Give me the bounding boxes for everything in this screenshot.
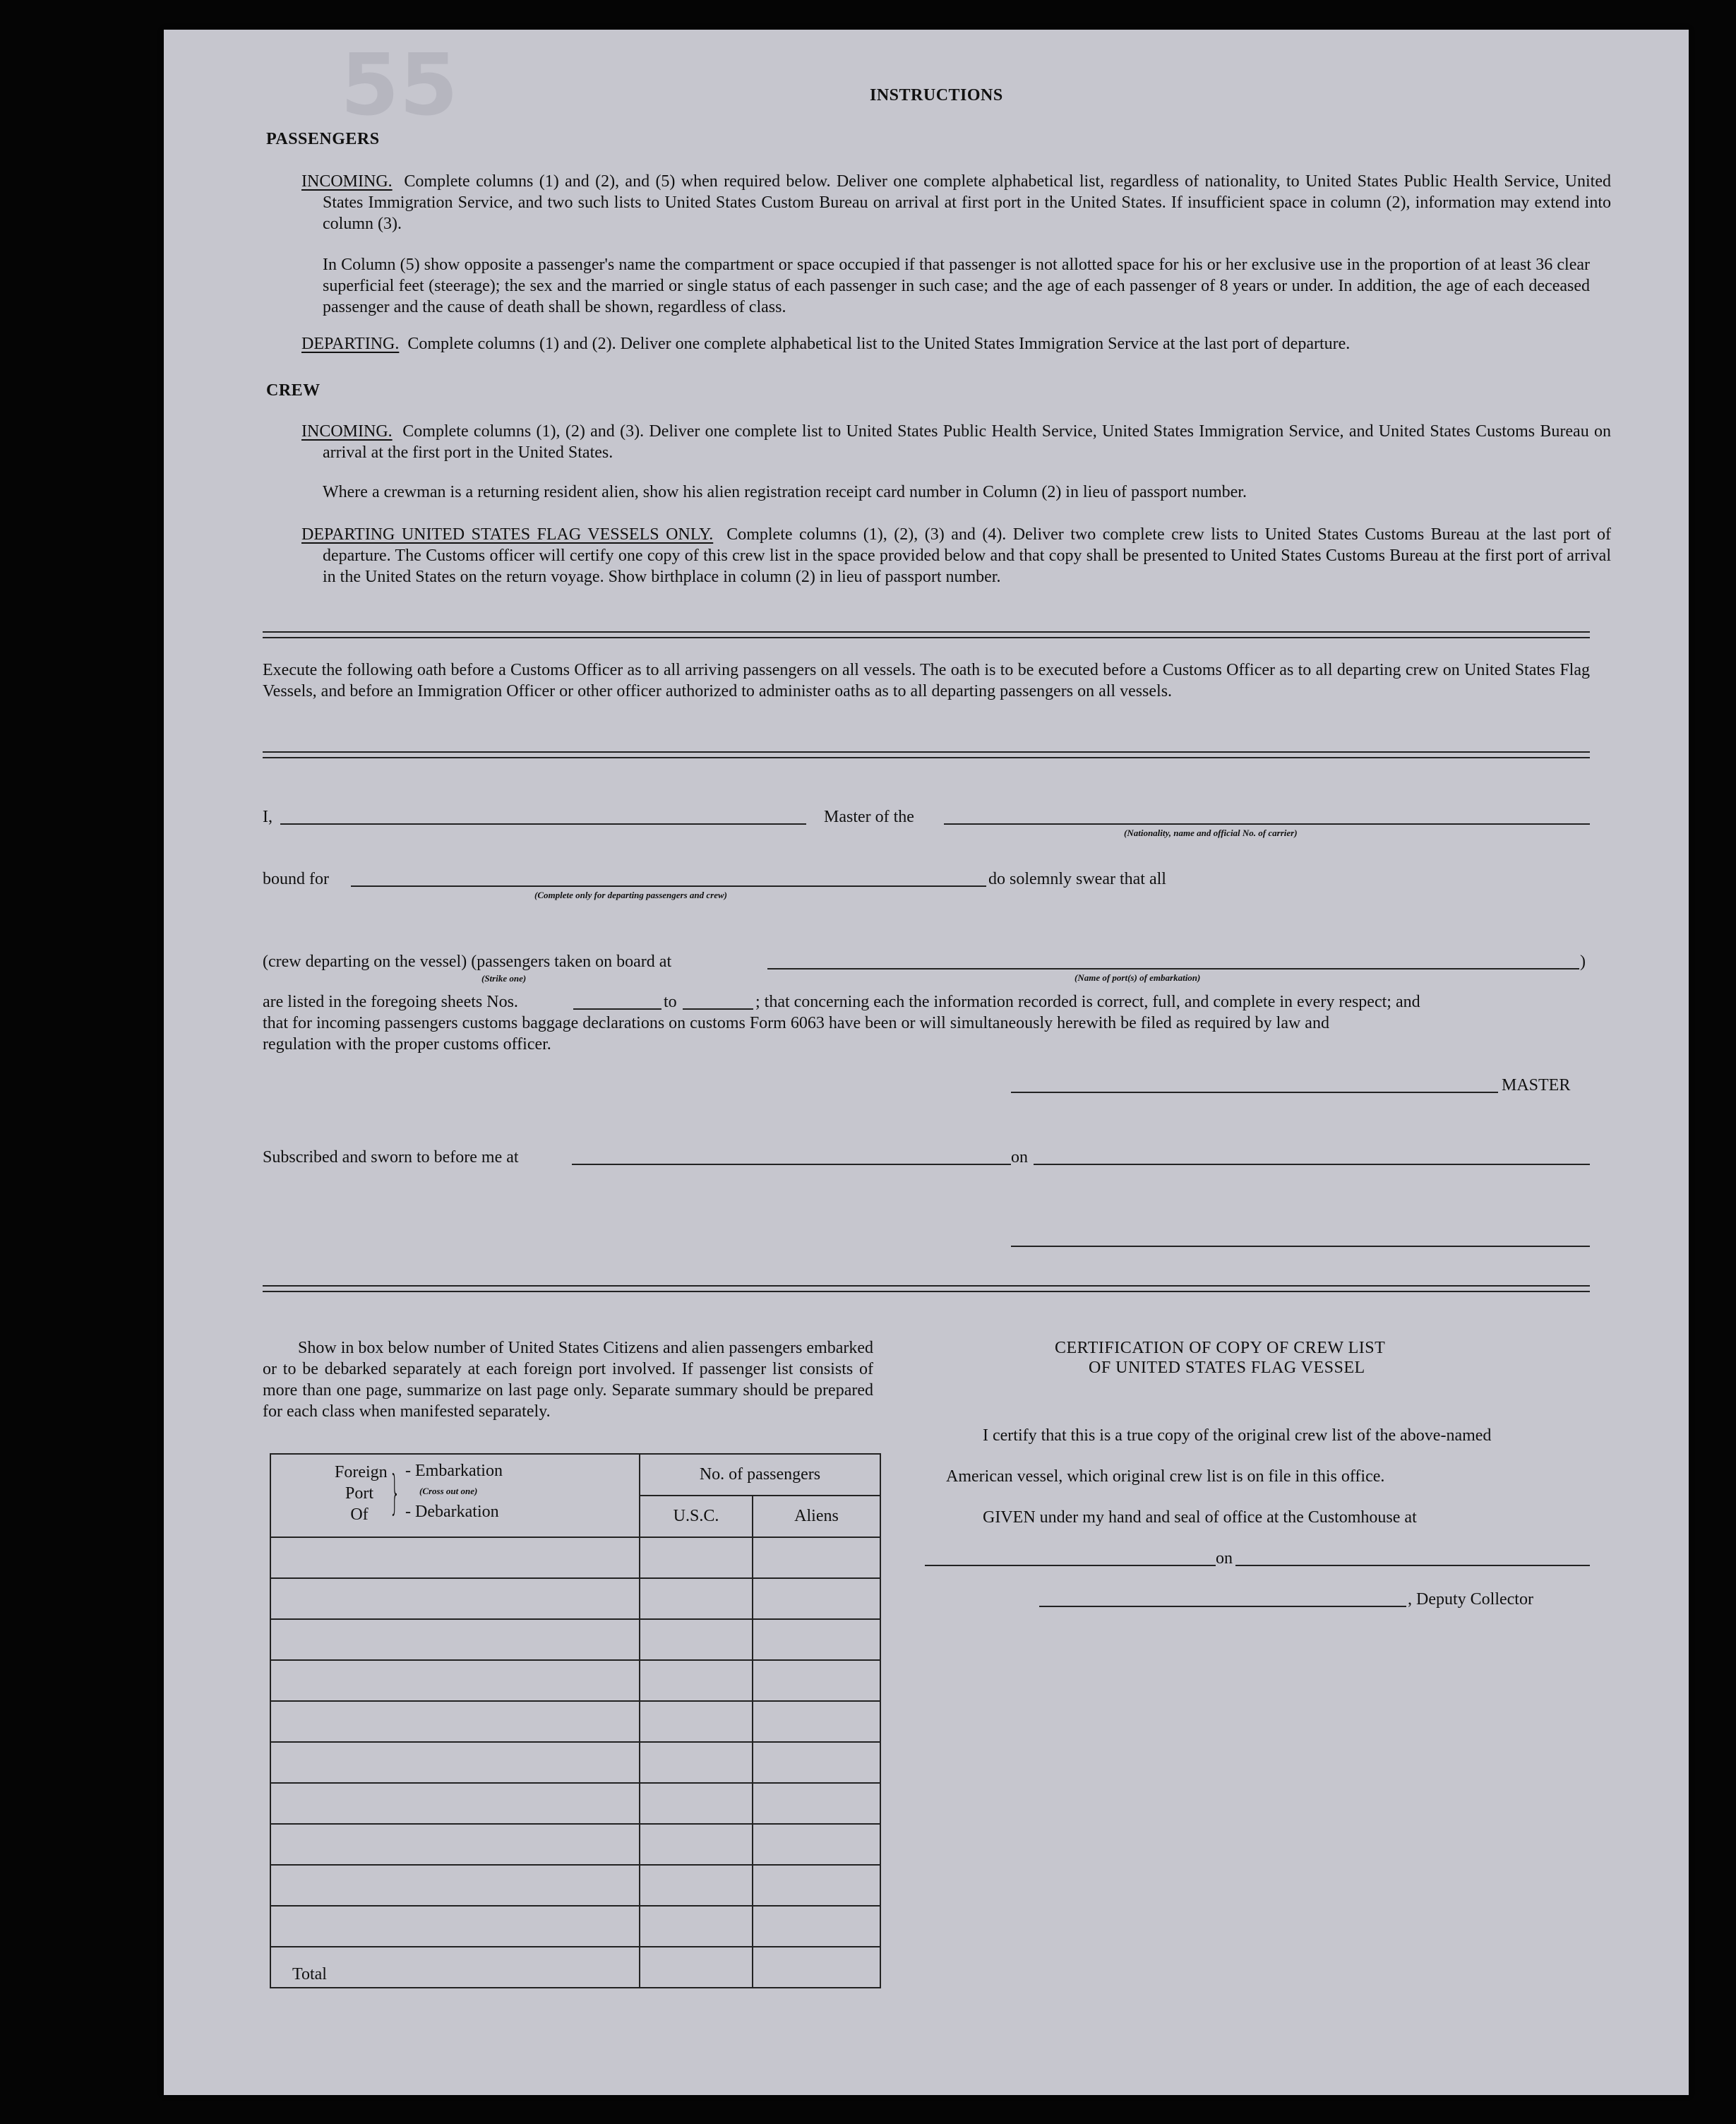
swear-text: do solemnly swear that all — [988, 870, 1166, 888]
bound-for-label: bound for — [263, 870, 329, 888]
port-caption: (Name of port(s) of embarkation) — [1074, 972, 1201, 983]
aliens-cell[interactable] — [753, 1537, 880, 1578]
listed-rest-1: ; that concerning each the information recorded is correct, full, and complete in every respect; and — [755, 993, 1420, 1011]
column5-paragraph: In Column (5) show opposite a passenger's name the compartment or space occupied if that passenger is not allotted space for his or her exclusive use in the proportion of at least 36 clear superficial feet (steerage); the sex and the married or single status of each passenger in such case; and the age of each passenger of 8 years or under. In addition, the age of each deceased passenger and the cause of death shall be shown, regardless of class. — [323, 256, 1590, 316]
port-cell[interactable] — [270, 1824, 640, 1865]
table-row — [270, 1824, 880, 1865]
brace-icon: } — [390, 1465, 400, 1520]
port-cell[interactable] — [270, 1865, 640, 1906]
usc-cell[interactable] — [640, 1619, 753, 1660]
foreign-label: Foreign — [335, 1463, 388, 1481]
nationality-caption: (Nationality, name and official No. of carrier) — [1124, 828, 1298, 838]
table-row — [270, 1537, 880, 1578]
listed-rest-2: that for incoming passengers customs baggage declarations on customs Form 6063 have been or will simultaneously herewith be filed as required by law and — [263, 1014, 1329, 1032]
deputy-collector-label: , Deputy Collector — [1408, 1590, 1533, 1609]
table-row — [270, 1783, 880, 1824]
sheet-from-field[interactable] — [573, 1008, 662, 1010]
total-aliens-cell[interactable] — [753, 1947, 880, 1988]
port-cell[interactable] — [270, 1783, 640, 1824]
port-header-cell — [270, 1454, 640, 1537]
subscribed-date-field[interactable] — [1034, 1164, 1590, 1165]
subscribed-label: Subscribed and sworn to before me at — [263, 1148, 519, 1167]
certification-title-2: OF UNITED STATES FLAG VESSEL — [1089, 1359, 1365, 1377]
total-usc-cell[interactable] — [640, 1947, 753, 1988]
aliens-cell[interactable] — [753, 1660, 880, 1701]
summary-instructions: Show in box below number of United States Citizens and alien passengers embarked or to be debarked separately at each foreign port involved. If passenger list consists of more than one page, summarize on last page only. Separate summary should be prepared for each class when manifested separately. — [263, 1339, 873, 1421]
subscribed-place-field[interactable] — [572, 1164, 1011, 1165]
aliens-header: Aliens — [753, 1496, 880, 1537]
usc-cell[interactable] — [640, 1783, 753, 1824]
of-label: Of — [350, 1505, 369, 1524]
passengers-departing-paragraph — [301, 333, 1590, 354]
table-row — [270, 1742, 880, 1783]
close-paren: ) — [1580, 953, 1586, 971]
carrier-field[interactable] — [944, 823, 1590, 825]
usc-cell[interactable] — [640, 1660, 753, 1701]
table-row — [270, 1619, 880, 1660]
master-signature-field[interactable] — [1011, 1092, 1498, 1093]
bound-for-field[interactable] — [351, 885, 986, 887]
passengers-incoming-label: INCOMING. — [301, 172, 393, 191]
usc-cell[interactable] — [640, 1742, 753, 1783]
port-cell[interactable] — [270, 1742, 640, 1783]
passengers-incoming-text: Complete columns (1) and (2), and (5) when required below. Deliver one complete alphabetical list, regardless of nationality, to United States Public Health Service, United States Immigration Service, and two such lists to United States Custom Bureau on arrival at first port in the United States. If insufficient space in column (2), information may extend into column (3). — [323, 172, 1611, 233]
aliens-cell[interactable] — [753, 1824, 880, 1865]
master-name-field[interactable] — [280, 823, 806, 825]
passengers-departing-text: Complete columns (1) and (2). Deliver one complete alphabetical list to the United States Immigration Service at the last port of departure. — [407, 335, 1351, 353]
certification-on-label: on — [1216, 1549, 1233, 1568]
i-label: I, — [263, 808, 273, 826]
crew-departing-text: (crew departing on the vessel) (passengers taken on board at — [263, 953, 672, 971]
port-cell[interactable] — [270, 1701, 640, 1742]
port-cell[interactable] — [270, 1619, 640, 1660]
crew-departing-text: Complete columns (1), (2), (3) and (4). Deliver two complete crew lists to United States Customs Bureau at the last port of departure. The Customs officer will certify one copy of this crew list in the space provided below and that copy shall be presented to United States Customs Bureau at the first port of arrival in the United States on the return voyage. Show birthplace in column (2) in lieu of passport number. — [323, 525, 1611, 586]
master-of-the-label: Master of the — [824, 808, 914, 826]
aliens-cell[interactable] — [753, 1906, 880, 1947]
port-label: Port — [345, 1484, 373, 1503]
usc-cell[interactable] — [640, 1865, 753, 1906]
customhouse-field[interactable] — [925, 1565, 1216, 1566]
usc-header: U.S.C. — [640, 1496, 753, 1537]
certification-date-field[interactable] — [1235, 1565, 1590, 1566]
table-row — [270, 1701, 880, 1742]
aliens-cell[interactable] — [753, 1742, 880, 1783]
certification-line-2: American vessel, which original crew list is on file in this office. — [946, 1467, 1385, 1486]
total-label: Total — [270, 1947, 640, 1988]
port-cell[interactable] — [270, 1578, 640, 1619]
usc-cell[interactable] — [640, 1537, 753, 1578]
passengers-heading: PASSENGERS — [266, 130, 380, 148]
debarkation-option[interactable]: - Debarkation — [405, 1503, 499, 1521]
divider-3 — [263, 1285, 1590, 1292]
crew-incoming-paragraph — [301, 421, 1611, 463]
passengers-incoming-paragraph — [301, 171, 1611, 234]
port-cell[interactable] — [270, 1906, 640, 1947]
crew-heading: CREW — [266, 381, 321, 400]
aliens-cell[interactable] — [753, 1578, 880, 1619]
bound-for-caption: (Complete only for departing passengers and crew) — [534, 890, 727, 900]
aliens-cell[interactable] — [753, 1701, 880, 1742]
sheet-to-field[interactable] — [683, 1008, 753, 1010]
master-label: MASTER — [1502, 1076, 1571, 1094]
listed-prefix: are listed in the foregoing sheets Nos. — [263, 993, 518, 1011]
port-cell[interactable] — [270, 1660, 640, 1701]
table-row — [270, 1578, 880, 1619]
crew-incoming-text: Complete columns (1), (2) and (3). Deliver one complete list to United States Public Health Service, United States Immigration Service, and United States Customs Bureau on arrival at the first port in the United States. — [323, 422, 1612, 462]
passengers-departing-label: DEPARTING. — [301, 335, 400, 353]
aliens-cell[interactable] — [753, 1865, 880, 1906]
usc-cell[interactable] — [640, 1701, 753, 1742]
usc-cell[interactable] — [640, 1578, 753, 1619]
aliens-cell[interactable] — [753, 1619, 880, 1660]
usc-cell[interactable] — [640, 1906, 753, 1947]
no-passengers-header: No. of passengers — [640, 1454, 880, 1496]
to-label: to — [664, 993, 677, 1011]
stamp-number: 55 — [340, 37, 458, 135]
table-row — [270, 1660, 880, 1701]
total-row — [270, 1947, 880, 1988]
instructions-title: INSTRUCTIONS — [870, 86, 1003, 105]
divider-1 — [263, 631, 1590, 638]
listed-rest-3: regulation with the proper customs officer. — [263, 1035, 551, 1054]
crew-departing-label: DEPARTING UNITED STATES FLAG VESSELS ONLY. — [301, 525, 714, 544]
certification-line-1: I certify that this is a true copy of the original crew list of the above-named — [983, 1426, 1492, 1445]
deputy-signature-field[interactable] — [1039, 1606, 1406, 1607]
crew-incoming-label: INCOMING. — [301, 422, 393, 441]
divider-2 — [263, 751, 1590, 758]
embarkation-port-field[interactable] — [767, 968, 1579, 969]
port-cell[interactable] — [270, 1537, 640, 1578]
form-page — [164, 30, 1689, 2095]
oath-intro: Execute the following oath before a Customs Officer as to all arriving passengers on all vessels. The oath is to be executed before a Customs Officer as to all departing crew on United States Flag Vessels, and before an Immigration Officer or other officer authorized to administer oaths as to all departing passengers on all vessels. — [263, 661, 1590, 700]
strike-one-caption: (Strike one) — [481, 973, 527, 984]
crew-resident-paragraph: Where a crewman is a returning resident alien, show his alien registration receipt card number in Column (2) in lieu of passport number. — [323, 483, 1247, 501]
table-row — [270, 1906, 880, 1947]
table-row — [270, 1865, 880, 1906]
embarkation-option[interactable]: - Embarkation — [405, 1462, 503, 1480]
cross-out-caption: (Cross out one) — [419, 1486, 478, 1496]
aliens-cell[interactable] — [753, 1783, 880, 1824]
certification-line-3: GIVEN under my hand and seal of office at the Customhouse at — [983, 1508, 1417, 1527]
officer-signature-field[interactable] — [1011, 1246, 1590, 1247]
certification-title-1: CERTIFICATION OF COPY OF CREW LIST — [1055, 1339, 1386, 1357]
usc-cell[interactable] — [640, 1824, 753, 1865]
passenger-summary-table — [270, 1453, 881, 1988]
crew-departing-paragraph — [301, 524, 1611, 587]
subscribed-on-label: on — [1011, 1148, 1028, 1167]
